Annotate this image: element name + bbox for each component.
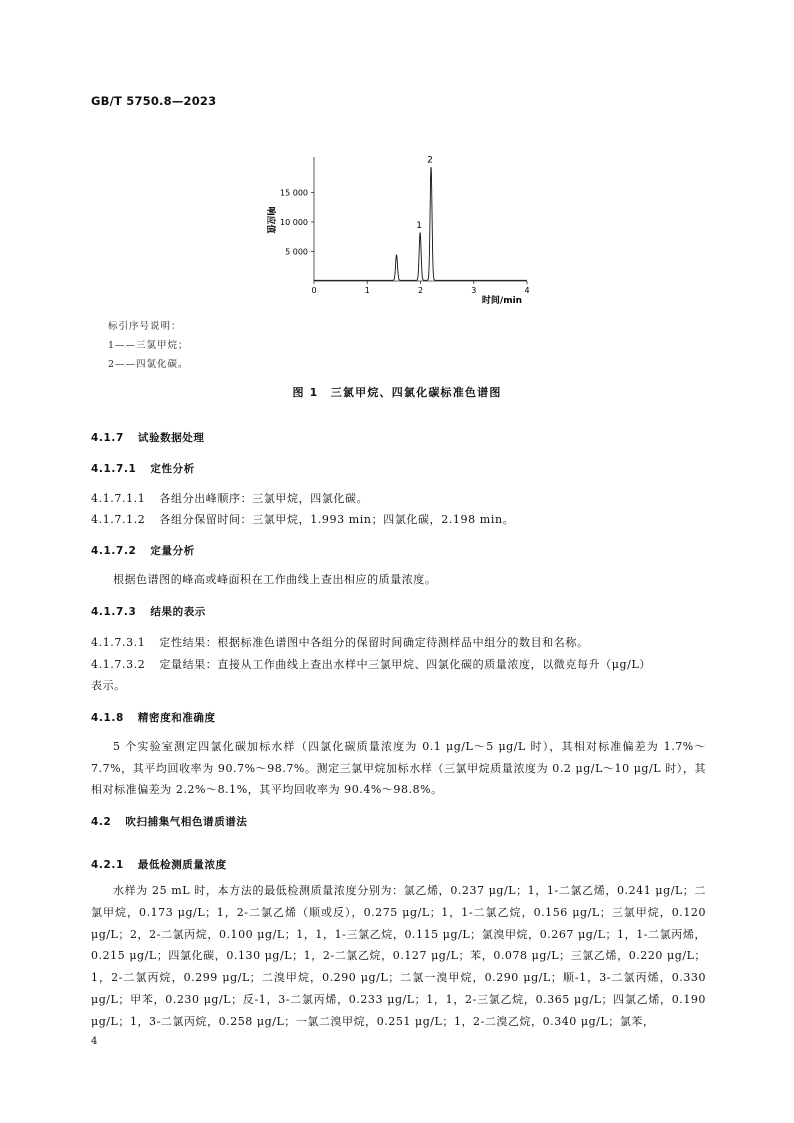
clause-text: 各组分保留时间：三氯甲烷，1.993 min；四氯化碳，2.198 min。 xyxy=(159,513,515,526)
heading-4-1-7-1 xyxy=(91,461,195,476)
section-number: 4.1.7.3.1 xyxy=(91,636,146,649)
section-number: 4.1.7.1.2 xyxy=(91,513,146,526)
section-number: 4.1.7.1 xyxy=(91,463,137,475)
page-number: 4 xyxy=(91,1036,98,1047)
x-tick-label: 0 xyxy=(311,286,317,295)
y-tick-label: 10 000 xyxy=(280,217,308,227)
x-ticks xyxy=(311,281,529,295)
y-tick-label: 15 000 xyxy=(280,188,308,198)
heading-4-2-1 xyxy=(91,857,227,872)
section-number: 4.1.7 xyxy=(91,432,124,444)
x-tick-label: 2 xyxy=(417,286,424,295)
paragraph-precision: 5 个实验室测定四氯化碳加标水样（四氯化碳质量浓度为 0.1 μg/L～5 μg/L 时），其相对标准偏差为 1.7%～7.7%，其平均回收率为 90.7%～98.7%。测定三氯甲烷加标水样（三氯甲烷质量浓度为 0.2 μg/L～10 μg/L 时），其相对标准偏差为 2.2%～8.1%，其平均回收率为 90.4%～98.8%。 xyxy=(91,740,706,797)
x-tick-label: 1 xyxy=(364,286,370,295)
legend-item-2: 2——四氯化碳。 xyxy=(108,359,189,370)
legend-item-1: 1——三氯甲烷； xyxy=(108,340,189,351)
section-number: 4.1.7.2 xyxy=(91,545,137,557)
y-axis-label: 响应值 xyxy=(265,206,275,234)
section-title: 定量分析 xyxy=(150,545,195,557)
section-title: 结果的表示 xyxy=(150,606,206,618)
section-number: 4.2 xyxy=(91,816,112,828)
paragraph-detection-limits: 水样为 25 mL 时，本方法的最低检测质量浓度分别为：氯乙烯，0.237 μg/L；1，1-二氯乙烯，0.241 μg/L；二氯甲烷，0.173 μg/L；1，2-二氯乙烯（顺或反），0.275 μg/L；1，1-二氯乙烷，0.156 μg/L；三氯甲烷，0.120 μg/L；2，2-二氯丙烷，0.100 μg/L；1，1，1-三氯乙烷，0.115 μg/L；氯溴甲烷，0.267 μg/L；1，1-二氯丙烯，0.215 μg/L；四氯化碳，0.130 μg/L；1，2-二氯乙烷，0.127 μg/L；苯，0.078 μg/L；三氯乙烯，0.220 μg/L；1，2-二氯丙烷，0.299 μg/L；二溴甲烷，0.290 μg/L；二氯一溴甲烷，0.290 μg/L；顺-1，3-二氯丙烯，0.330 μg/L；甲苯，0.230 μg/L；反-1，3-二氯丙烯，0.233 μg/L；1，1，2-三氯乙烷，0.365 μg/L；四氯乙烯，0.190 μg/L；1，3-二氯丙烷，0.258 μg/L；一氯二溴甲烷，0.251 μg/L；1，2-二溴乙烷，0.340 μg/L；氯苯， xyxy=(91,884,706,1028)
y-tick-label: 5 000 xyxy=(285,247,308,257)
chromatogram-chart xyxy=(250,145,550,310)
heading-4-1-7 xyxy=(91,430,205,445)
section-number: 4.2.1 xyxy=(91,859,124,871)
section-number: 4.1.7.1.1 xyxy=(91,492,146,505)
figure-caption: 图 1 三氯甲烷、四氯化碳标准色谱图 xyxy=(292,386,502,399)
section-number: 4.1.8 xyxy=(91,712,124,724)
clause-4-1-7-1-1 xyxy=(91,490,368,506)
section-title: 最低检测质量浓度 xyxy=(137,859,227,871)
chart-axes xyxy=(314,157,527,281)
clause-4-1-7-3-2-continued: 表示。 xyxy=(91,679,126,692)
clause-4-1-7-3-2 xyxy=(91,656,651,672)
heading-4-1-8 xyxy=(91,710,216,725)
section-number: 4.1.7.3.2 xyxy=(91,658,146,671)
x-tick-label: 4 xyxy=(524,286,530,295)
section-title: 定性分析 xyxy=(150,463,195,475)
clause-text: 定量结果：直接从工作曲线上查出水样中三氯甲烷、四氯化碳的质量浓度，以微克每升（μg/L） xyxy=(159,658,651,671)
clause-4-1-7-1-2 xyxy=(91,511,514,527)
x-tick-label: 3 xyxy=(471,286,477,295)
heading-4-1-7-2 xyxy=(91,543,195,558)
section-title: 吹扫捕集气相色谱质谱法 xyxy=(125,816,248,828)
clause-text: 各组分出峰顺序：三氯甲烷，四氯化碳。 xyxy=(159,492,369,505)
paragraph-quantitative: 根据色谱图的峰高或峰面积在工作曲线上查出相应的质量浓度。 xyxy=(113,573,437,586)
y-ticks xyxy=(280,188,314,256)
clause-4-1-7-3-1 xyxy=(91,634,589,650)
clause-text: 定性结果：根据标准色谱图中各组分的保留时间确定待测样品中组分的数目和名称。 xyxy=(159,636,589,649)
section-title: 精密度和准确度 xyxy=(137,712,216,724)
legend-title: 标引序号说明： xyxy=(108,321,182,332)
peak-label: 1 xyxy=(416,221,422,232)
heading-4-2 xyxy=(91,814,248,829)
section-title: 试验数据处理 xyxy=(137,432,205,444)
x-axis-label: 时间/min xyxy=(481,296,523,306)
section-number: 4.1.7.3 xyxy=(91,606,137,618)
heading-4-1-7-3 xyxy=(91,604,206,619)
peak-label: 2 xyxy=(427,155,433,166)
standard-header: GB/T 5750.8—2023 xyxy=(91,94,217,108)
